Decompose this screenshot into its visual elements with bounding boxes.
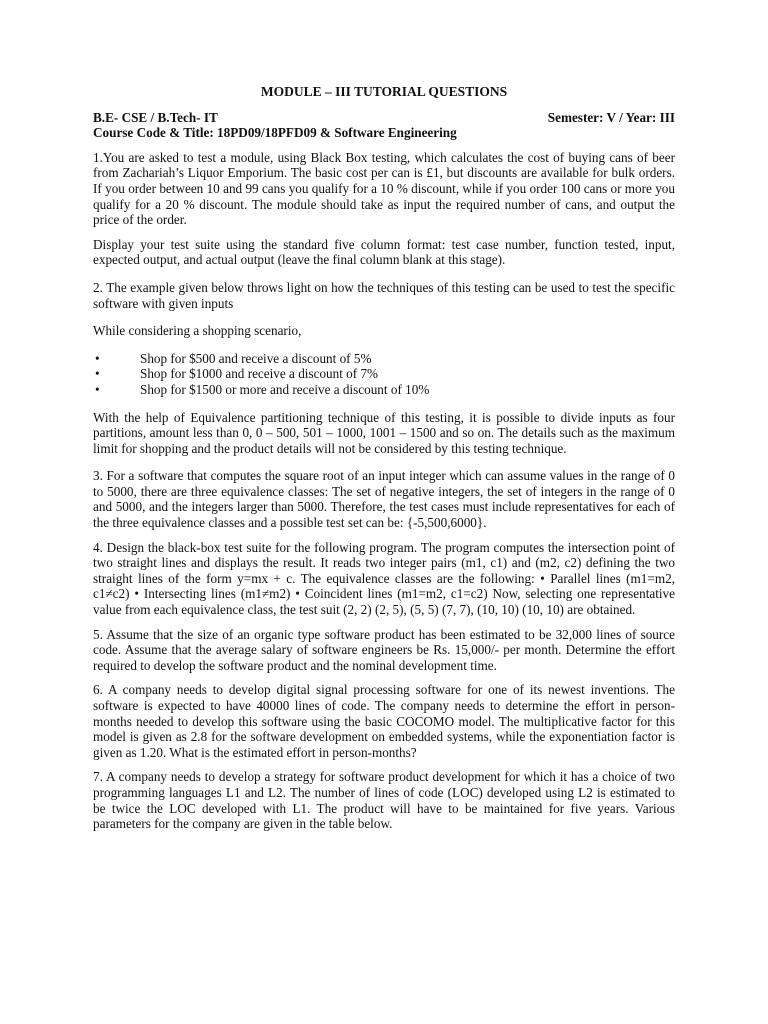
question-7: 7. A company needs to develop a strategy for software product development for which it has a choice of two programming languages L1 and L2. The number of lines of code (LOC) developed using L2 is estimated to be twice the LOC developed with L1. The product will have to be maintained for five years. Various parameters for the company are given in the table below. <box>93 769 675 832</box>
list-item <box>93 382 675 398</box>
document-page <box>93 84 675 841</box>
bullet-icon: • <box>95 366 100 382</box>
bullet-icon: • <box>95 381 100 397</box>
list-item <box>93 366 675 382</box>
question-6: 6. A company needs to develop digital signal processing software for one of its newest inventions. The software is expected to have 40000 lines of code. The company needs to determine the effort in person-months needed to develop this software using the basic COCOMO model. The multiplicative factor for this model is given as 2.8 for the software development on embedded systems, while the exponentiation factor is given as 1.20. What is the estimated effort in person-months? <box>93 682 675 760</box>
question-5: 5. Assume that the size of an organic type software product has been estimated to be 32,000 lines of source code. Assume that the average salary of software engineers be Rs. 15,000/- per month. Determine the effort required to develop the software product and the nominal development time. <box>93 626 675 673</box>
question-1-paragraph-2: Display your test suite using the standard five column format: test case number, function tested, input, expected output, and actual output (leave the final column blank at this stage). <box>93 236 675 268</box>
list-item-text: Shop for $1000 and receive a discount of 7% <box>140 366 379 382</box>
list-item-text: Shop for $1500 or more and receive a discount of 10% <box>140 381 430 397</box>
list-item <box>93 351 675 367</box>
discount-list <box>93 351 675 398</box>
program-row <box>93 110 675 126</box>
question-1-paragraph-1: 1.You are asked to test a module, using Black Box testing, which calculates the cost of buying cans of beer from Zachariah’s Liquor Emporium. The basic cost per can is £1, but discounts are available for bulk orders. If you order between 10 and 99 cans you qualify for a 10 % discount, while if you order 100 cans or more you qualify for a 20 % discount. The module should take as input the required number of cans, and output the price of the order. <box>93 149 675 228</box>
question-2-intro: 2. The example given below throws light on how the techniques of this testing can be used to test the specific software with given inputs <box>93 279 675 311</box>
program-label: B.E- CSE / B.Tech- IT <box>93 109 218 125</box>
document-title: MODULE – III TUTORIAL QUESTIONS <box>260 84 508 99</box>
question-2-paragraph-2: With the help of Equivalence partitioning technique of this testing, it is possible to divide inputs as four partitions, amount less than 0, 0 – 500, 501 – 1000, 1001 – 1500 and so on. The details such as the maximum limit for shopping and the product details will not be considered by this testing technique. <box>93 409 675 456</box>
course-row <box>93 125 675 141</box>
bullet-icon: • <box>95 350 100 366</box>
course-header <box>93 110 675 141</box>
question-4: 4. Design the black-box test suite for the following program. The program computes the intersection point of two straight lines and displays the result. It reads two integer pairs (m1, c1) and (m2, c2) defining the two straight lines of the form y=mx + c. The equivalence classes are the following: • Parallel lines (m1=m2, c1≠c2) • Intersecting lines (m1≠m2) • Coincident lines (m1=m2, c1=c2) Now, selecting one representative value from each equivalence class, the test suit (2, 2) (2, 5), (5, 5) (7, 7), (10, 10) (10, 10) are obtained. <box>93 539 675 618</box>
course-label: Course Code & Title: 18PD09/18PFD09 & Software Engineering <box>93 125 457 141</box>
question-2-scenario: While considering a shopping scenario, <box>93 323 302 339</box>
question-3: 3. For a software that computes the square root of an input integer which can assume values in the range of 0 to 5000, there are three equivalence classes: The set of negative integers, the set of integers in the range of 0 and 5000, and the integers larger than 5000. Therefore, the test cases must include representatives for each of the three equivalence classes and a possible test set can be: {-5,500,6000}. <box>93 468 675 531</box>
semester-label: Semester: V / Year: III <box>547 109 675 125</box>
list-item-text: Shop for $500 and receive a discount of 5% <box>140 350 372 366</box>
